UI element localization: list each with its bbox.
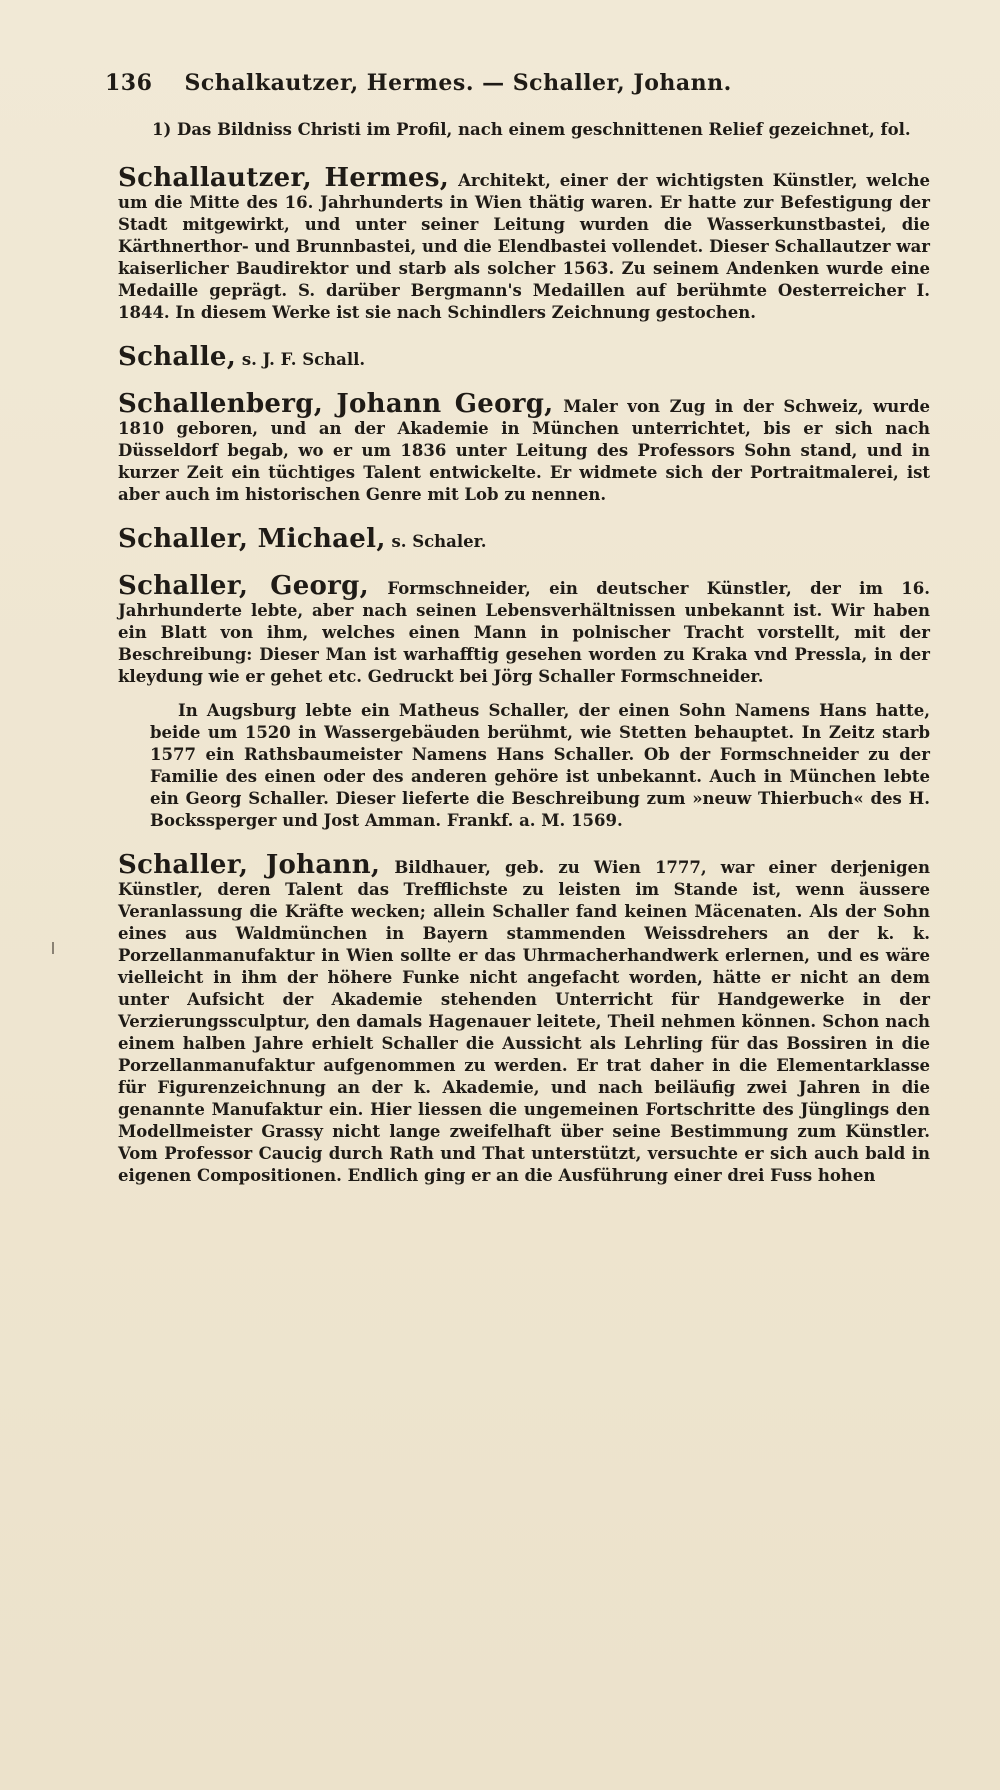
page-body xyxy=(118,118,930,1209)
entry-schaller-michael xyxy=(118,524,930,554)
entry-text: s. J. F. Schall. xyxy=(241,350,366,369)
entry-subparagraph: In Augsburg lebte ein Matheus Schaller, der einen Sohn Namens Hans hatte, beide um 1520 in Wassergebäuden berühmt, wie Stetten behauptet. In Zeitz starb 1577 ein Rathsbaumeister Namens Hans Schaller. Ob der Formschneider zu der Familie des einen oder des anderen gehöre ist unbekannt. Auch in München lebte ein Georg Schaller. Dieser lieferte die Beschreibung zum »neuw Thierbuch« des H. Bockssperger und Jost Amman. Frankf. a. M. 1569. xyxy=(150,701,930,830)
running-title: Schalkautzer, Hermes. — Schaller, Johann. xyxy=(184,70,732,96)
running-header xyxy=(105,70,925,96)
entry-text: Architekt, einer der wichtigsten Künstler, welche um die Mitte des 16. Jahrhunderts in Wien thätig waren. Er hatte zur Befestigung der Stadt mitgewirkt, und unter seiner Leitung wurden die Wasserkunstbastei, die Kärthnerthor- und Brunnbastei, und die Elendbastei vollendet. Dieser Schallautzer war kaiserlicher Baudirektor und starb als solcher 1563. Zu seinem Andenken wurde eine Medaille geprägt. S. darüber Bergmann's Medaillen auf berühmte Oesterreicher I. 1844. In diesem Werke ist sie nach Schindlers Zeichnung gestochen. xyxy=(118,171,931,322)
entry-schalle xyxy=(118,342,930,372)
page-number: 136 xyxy=(105,70,153,96)
margin-mark xyxy=(52,942,54,954)
entry-headword: Schallenberg, Johann Georg, xyxy=(118,389,554,419)
entry-headword: Schalle, xyxy=(118,342,237,372)
entry-text: Formschneider, ein deutscher Künstler, der im 16. Jahrhunderte lebte, aber nach seinen Lebensverhältnissen unbekannt ist. Wir haben ein Blatt von ihm, welches einen Mann in polnischer Tracht vorstellt, mit der Beschreibung: Dieser Man ist warhafftig gesehen worden zu Kraka vnd Pressla, in der kleydung wie er gehet etc. Gedruckt bei Jörg Schaller Formschneider. xyxy=(118,579,930,686)
entry-schallautzer xyxy=(118,163,931,324)
entry-headword: Schaller, Michael, xyxy=(118,524,386,554)
entry-headword: Schallautzer, Hermes, xyxy=(118,163,450,193)
entry-schallenberg xyxy=(118,389,930,506)
footnote: 1) Das Bildniss Christi im Profil, nach einem geschnittenen Relief gezeichnet, fol. xyxy=(152,120,911,139)
entry-headword: Schaller, Johann, xyxy=(118,850,381,880)
entry-text: s. Schaler. xyxy=(391,532,487,551)
entry-headword: Schaller, Georg, xyxy=(118,571,370,601)
entry-schaller-georg xyxy=(118,571,930,688)
entry-text: Bildhauer, geb. zu Wien 1777, war einer derjenigen Künstler, deren Talent das Trefflichste zu leisten im Stande ist, wenn äussere Veranlassung die Kräfte wecken; allein Schaller fand keinen Mäcenaten. Als der Sohn eines aus Waldmünchen in Bayern stammenden Weissdrehers an der k. k. Porzellanmanufaktur in Wien sollte er das Uhrmacherhandwerk erlernen, und es wäre vielleicht in ihm der höhere Funke nicht angefacht worden, hätte er nicht an dem unter Aufsicht der Akademie stehenden Unterricht für Handgewerke in der Verzierungssculptur, den damals Hagenauer leitete, Theil nehmen können. Schon nach einem halben Jahre erhielt Schaller die Aussicht als Lehrling für das Bossiren in die Porzellanmanufaktur aufgenommen zu werden. Er trat daher in die Elementarklasse für Figurenzeichnung an der k. Akademie, und nach beiläufig zwei Jahren in die genannte Manufaktur ein. Hier liessen die ungemeinen Fortschritte des Jünglings den Modellmeister Grassy nicht lange zweifelhaft über seine Bestimmung zum Künstler. Vom Professor Caucig durch Rath und That unterstützt, versuchte er sich auch bald in eigenen Compositionen. Endlich ging er an die Ausführung einer drei Fuss hohen xyxy=(118,858,930,1185)
entry-text: Maler von Zug in der Schweiz, wurde 1810 geboren, und an der Akademie in München unterrichtet, bis er sich nach Düsseldorf begab, wo er um 1836 unter Leitung des Professors Sohn stand, und in kurzer Zeit ein tüchtiges Talent entwickelte. Er widmete sich der Portraitmalerei, ist aber auch im historischen Genre mit Lob zu nennen. xyxy=(118,397,930,504)
entry-schaller-johann xyxy=(118,850,930,1187)
